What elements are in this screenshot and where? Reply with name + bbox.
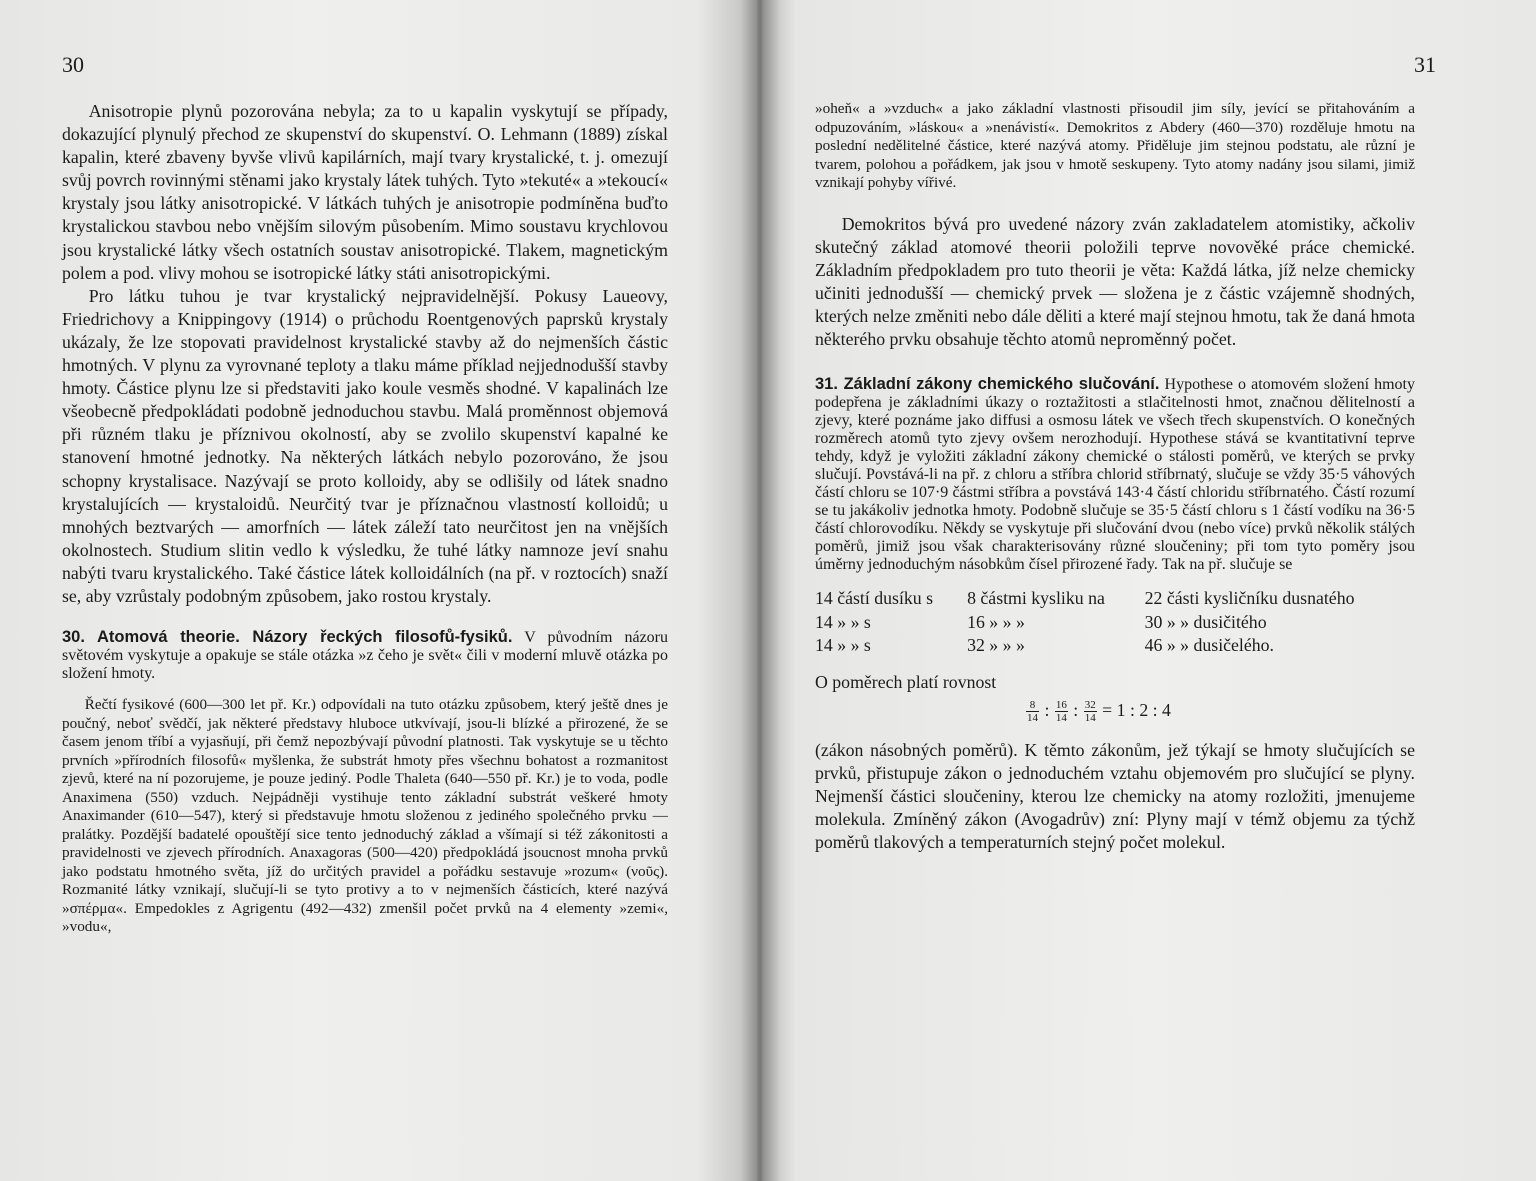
ratio-result: = 1 : 2 : 4 — [1102, 699, 1171, 720]
ratio-equation: $\frac{8}{14}$ : $\frac{16}{14}$ : $\frac{32}{14}$ = 1 : 2 : 4 — [1027, 699, 1171, 725]
table-cell: 46 » » dusičelého. — [1144, 635, 1274, 656]
table-cell: 30 » » dusičitého — [1144, 611, 1267, 632]
section-heading: 31. Základní zákony chemického slučování. — [815, 375, 1160, 394]
table-cell: 14 » » s — [815, 611, 871, 632]
section-text: V původním názoru světovém vyskytuje a opakuje se stále otázka »z čeho je svět« čili v moderní mluvě otázka po složení hmoty. — [62, 629, 668, 683]
paragraph: Demokritos bývá pro uvedené názory zván zakladatelem atomistiky, ačkoliv skutečný základ atomové theorii položili teprve novověké práce chemické. Základním předpokladem pro tuto theorii je věta: Každá látka, jíž nelze chemicky učiniti jednodušší — chemický prvek — složena je z částic vzájemně shodných, kterých nelze změniti nebo dále děliti a které mají stejnou hmotu, tak že daná hmota některého prvku obsahuje těchto atomů neproměnný počet. — [815, 213, 1415, 349]
paragraph: Anisotropie plynů pozorována nebyla; za to u kapalin vyskytují se případy, dokazující plynulý přechod ze skupenství do skupenství. O. Lehmann (1889) získal kapalin, které zbaveny byvše vlivů kapilárních, mají tvary krystalické, t. j. omezují svůj povrch rovinnými stěnami jako krystaly látek tuhých. Tyto »tekuté« a »tekoucí« krystaly jsou látky anisotropické. V látkách tuhých je anisotropie podmíněna buďto krystalickou stavbou nebo vnějším silovým působením. Mimo soustavu krychlovou jsou krystalické látky všech ostatních soustav anisotropické. Tlakem, magnetickým polem a pod. vlivy mohou se isotropické látky státi anisotropickými. — [62, 101, 668, 283]
ratio-intro: O poměrech platí rovnost — [815, 671, 997, 692]
table-row — [815, 634, 1415, 658]
right-page — [757, 0, 1536, 1181]
small-paragraph: »oheň« a »vzduch« a jako základní vlastnosti přisoudil jim síly, jevící se přitahováním a odpuzováním, »láskou« a »nenávistí«. Demokritos z Abdery (460—370) rozděluje hmotu na poslední nedělitelné částice, které nazývá atomy. Přiděluje jim stejnou podstatu, ale různí je tvarem, polohou a pořádkem, jak jsou v hmotě seskupeny. Tyto atomy nadány jsou silami, jimiž vznikají pohyby vířivé. — [815, 100, 1415, 191]
table-cell: 16 » » » — [967, 611, 1025, 632]
paragraph: Pro látku tuhou je tvar krystalický nejpravidelnější. Pokusy Laueovy, Friedrichovy a Knippingovy (1914) o průchodu Roentgenových paprsků krystaly ukázaly, že lze stopovati pravidelnost krystalické stavby až do nejmenších částic hmotných. V plynu za vyrovnané teploty a tlaku máme příklad nejjednodušší stavby hmoty. Částice plynu lze si představiti jako koule vesměs shodné. V kapalinách lze všeobecně předpokládati podobně jednoduchou stavbu. Malá proměnnost objemová při různém tlaku je příznivou okolností, aby se zvolilo skupenství kapalné ke stanovení hmotné jednotky. Na některých látkách nebylo pozorováno, že jsou schopny krystalisace. Nazývají se proto kolloidy, aby se odlišily od látek snadno krystalujících — krystaloidů. Neurčitý tvar je příznačnou vlastností kolloidů; u mnohých beztvarých — amorfních — látek záleží tato neurčitost jen na vnějších okolnostech. Studium slitin vedlo k výsledku, že tuhé látky namnoze jeví snahu nabýti tvaru krystalického. Také částice látek kolloidálních (na př. v roztocích) snaží se, aby vzrůstaly podobným způsobem, jako rostou krystaly. — [62, 285, 668, 606]
table-cell: 8 částmi kysliku na — [967, 588, 1105, 609]
book-gutter — [740, 0, 780, 1181]
section-text: Hypothese o atomovém složení hmoty podepřena je základními úkazy o roztažitosti a stlačitelnosti hmot, značnou dělitelností a zjevy, které poznáme jako diffusi a osmosu látek ve všech třech skupenstvích. O konečných rozměrech atomů tyto zjevy ovšem nerozhodují. Hypothese stává se kvantitativní teprve tehdy, když je vyložiti základní zákony chemické o stálosti poměrů, ve kterých se prvky slučují. Povstává-li na př. z chloru a stříbra chlorid stříbrnatý, slučuje se vždy 35·5 váhových částí chloru se 107·9 částmi stříbra a povstává 143·4 částí chloridu stříbrnatého. Částí rozumí se tu jakákoliv jednotka hmoty. Podobně slučuje se 35·5 částí chloru s 1 částí vodíku na 36·5 částí chlorovodíku. Někdy se vyskytuje při slučování dvou (nebo více) prvků několik stálých poměrů, jimiž jsou však charakterisovány různé sloučeniny; při tom tyto poměry jsou úměrny jednoduchým násobkům čísel přirozené řady. Tak na př. slučuje se — [815, 376, 1415, 574]
page-number: 30 — [62, 52, 84, 77]
right-column — [815, 100, 1415, 854]
section-heading: 30. Atomová theorie. Názory řeckých filosofů-fysiků. — [62, 628, 513, 647]
left-page — [0, 0, 757, 1181]
table-cell: 32 » » » — [967, 635, 1025, 656]
page-number: 31 — [1414, 52, 1436, 77]
table-cell: 14 částí dusíku s — [815, 588, 934, 609]
fraction: $\frac{16}{14}$ — [1055, 699, 1067, 725]
paragraph: (zákon násobných poměrů). K těmto zákonům, jež týkají se hmoty slučujících se prvků, přistupuje zákon o jednoduchém vztahu objemovém pro slučující se plyny. Nejmenší částici sloučeniny, kterou lze chemicky na atomy rozložiti, jmenujeme molekula. Zmíněný zákon (Avogadrův) zní: Plyny mají v témž objemu za týchž poměrů tlakových a temperaturních stejný počet molekul. — [815, 739, 1415, 853]
small-paragraph: Řečtí fysikové (600—300 let př. Kr.) odpovídali na tuto otázku způsobem, který ještě dnes je poučný, neboť svědčí, jak některé představy hluboce utkvívají, jsou-li blízké a přirozené, že se časem jenom tříbí a vyjasňují, při čemž nepozbývají původní platnosti. Tak vyskytuje se u těchto prvních »přírodních filosofů« myšlenka, že substrát hmoty přes všechnu bohatost a rozmanitost zjevů, které na ní pozorujeme, je pouze jediný. Podle Thaleta (640—550 př. Kr.) je to voda, podle Anaximena (550) vzduch. Nejpádněji vystihuje tento základní substrát veškeré hmoty Anaximander (610—547), který si představuje hmotu složenou z jediného společného prvku — pralátky. Pozdější badatelé opouštějí sice tento jednoduchý základ a všímají si též zákonitosti a pravidelnosti ve zjevech přírodních. Anaxagoras (500—420) předpokládá jsoucnost mnoha prvků jako podstatu hmotného světa, jíž do určitých pravidel a pořádku sestavuje »rozum« (νοῦς). Rozmanité látky vznikají, slučují-li se tyto protivy a to v nejmenších částicích, které nazývá »σπέρμα«. Empedokles z Agrigentu (492—432) zmenšil počet prvků na 4 elementy »zemi«, »vodu«, — [62, 696, 668, 936]
table-row — [815, 587, 1415, 611]
fraction: $\frac{8}{14}$ — [1027, 699, 1038, 725]
table-cell: 14 » » s — [815, 635, 871, 656]
left-column — [62, 100, 668, 937]
table-row — [815, 611, 1415, 635]
composition-table — [815, 587, 1415, 658]
table-cell: 22 části kysličníku dusnatého — [1144, 588, 1355, 609]
fraction: $\frac{32}{14}$ — [1084, 699, 1096, 725]
